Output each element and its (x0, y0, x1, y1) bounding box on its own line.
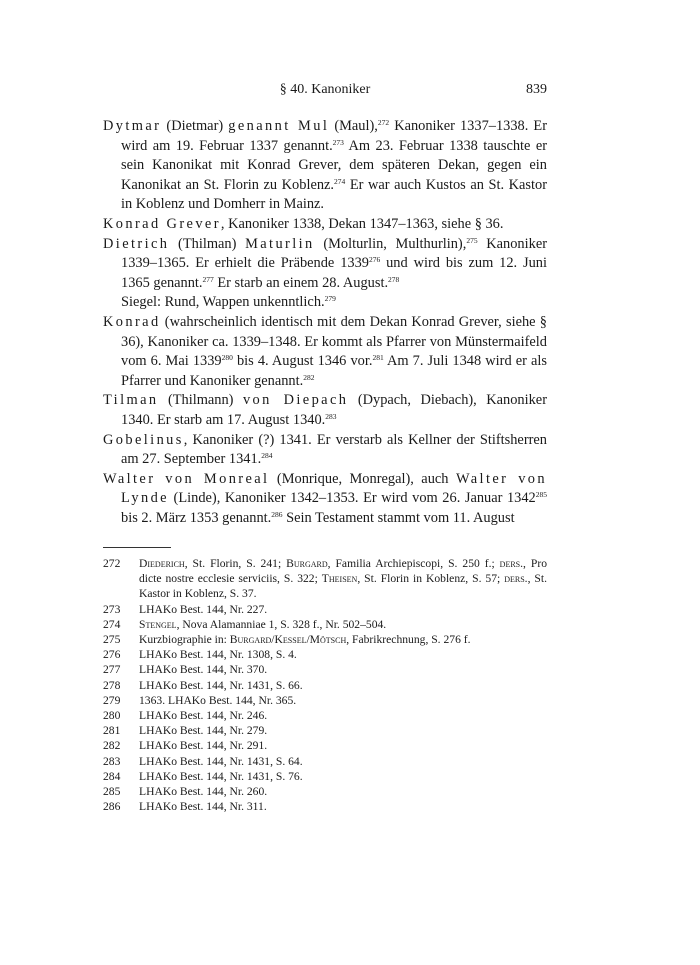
footnote-ref: 279 (324, 294, 336, 304)
footnote (103, 738, 547, 753)
footnote-text (139, 754, 547, 769)
person-name: Walter von Monreal (103, 470, 270, 487)
citation-text: LHAKo Best. 144, Nr. 279. (139, 724, 268, 738)
entry-konrad: Konrad (wahrscheinlich identisch mit dem Dekan Konrad Grever, siehe § 36), Kanoniker ca. 1339–1348. Er kommt als Pfarrer von Münstermaifeld vom 6. Mai 1339$^{280}$ bis 4. August 1346 vor.$^{281}$ Am 7. Juli 1348 wird er als Pfarrer und Kanoniker genannt.$^{282}$ (103, 313, 547, 389)
person-name: Dytmar (103, 118, 162, 134)
citation-text: , St. Florin, S. 241; (184, 557, 287, 570)
footnote-ref: 282 (303, 372, 315, 382)
citation-text: LHAKo Best. 144, Nr. 227. (139, 602, 268, 616)
footnotes (103, 556, 547, 814)
person-byname: von Diepach (242, 392, 349, 409)
footnote-text (139, 632, 547, 647)
footnote-number: 276 (103, 648, 121, 662)
footnote-number: 274 (103, 617, 121, 631)
footnote-ref: 273 (332, 137, 344, 147)
footnote (103, 662, 547, 677)
footnote (103, 617, 547, 632)
page-number: 839 (526, 82, 547, 97)
person-name: Konrad (103, 313, 161, 330)
footnote-number: 277 (103, 663, 121, 677)
citation-text: , Pro dicte nostre ecclesie serviciis, S. 322; (139, 557, 547, 586)
person-name: Gobelinus (103, 431, 184, 448)
person-byname: Maturlin (245, 235, 315, 252)
footnote-text (139, 769, 547, 784)
citation-text: , Familia Archiepiscopi, S. 250 f.; (327, 557, 500, 570)
footnote-ref: 286 (271, 509, 283, 519)
footnote-text (139, 708, 547, 723)
footnote (103, 799, 547, 814)
citation-text: LHAKo Best. 144, Nr. 1308, S. 4. (139, 648, 297, 662)
footnote-ref: 274 (334, 176, 346, 186)
footnote-text (139, 738, 547, 753)
author-name: Theisen (321, 572, 358, 586)
footnote-ref: 275 (466, 235, 478, 245)
footnote-separator (103, 547, 171, 548)
entry-dietrich: Dietrich (Thilman) Maturlin (Molturlin, Multhurlin),$^{275}$ Kanoniker 1339–1365. Er erhielt die Präbende 1339$^{276}$ und wird bis zum 12. Juni 1365 genannt.$^{277}$ Er starb an einem 28. August.$^{278}$ (103, 235, 547, 291)
footnote (103, 647, 547, 662)
entry-konrad-grever: Konrad Grever, Kanoniker 1338, Dekan 1347–1363, siehe § 36. (103, 215, 504, 232)
footnote-text (139, 784, 547, 799)
citation-text: LHAKo Best. 144, Nr. 246. (139, 709, 268, 723)
footnote (103, 708, 547, 723)
footnote-ref: 280 (221, 353, 233, 363)
footnote-number: 272 (103, 557, 121, 570)
footnote (103, 602, 547, 617)
footnote-number: 275 (103, 633, 121, 647)
footnote-text (139, 678, 547, 693)
footnote-number: 273 (103, 602, 121, 616)
footnote-number: 279 (103, 693, 121, 707)
footnote-text (139, 723, 547, 738)
person-name: Dietrich (103, 235, 170, 252)
footnote (103, 632, 547, 647)
person-byname: genannt Mul (228, 118, 330, 134)
entry-gobelinus: Gobelinus, Kanoniker (?) 1341. Er verstarb als Kellner der Stiftsherren am 27. September 1341.$^{284}$ (103, 431, 547, 468)
author-name: ders. (504, 572, 528, 586)
citation-text: LHAKo Best. 144, Nr. 311. (139, 800, 267, 814)
footnote-number: 283 (103, 754, 121, 768)
footnote-number: 284 (103, 769, 121, 783)
running-header (103, 82, 547, 102)
footnote-number: 280 (103, 709, 121, 723)
footnote (103, 678, 547, 693)
main-text (103, 117, 547, 528)
footnote-ref: 285 (535, 490, 547, 500)
footnote-number: 282 (103, 739, 121, 753)
citation-text: LHAKo Best. 144, Nr. 1431, S. 76. (139, 769, 303, 783)
citation-text: , Nova Alamanniae 1, S. 328 f., Nr. 502–504. (176, 617, 387, 631)
footnote-text (139, 662, 547, 677)
person-name: Konrad Grever (103, 215, 221, 232)
footnote (103, 754, 547, 769)
citation-text: LHAKo Best. 144, Nr. 291. (139, 739, 268, 753)
citation-text: LHAKo Best. 144, Nr. 260. (139, 785, 268, 799)
footnote-text (139, 693, 547, 708)
footnote-ref: 277 (202, 274, 214, 284)
running-title: § 40. Kanoniker (279, 82, 371, 97)
footnote-number: 285 (103, 785, 121, 799)
footnote-ref: 283 (325, 411, 337, 421)
footnote-ref: 276 (368, 255, 381, 265)
footnote-number: 281 (103, 724, 121, 738)
person-byname: Walter von Lynde (121, 470, 547, 507)
author-name: Burgard/Kessel/Mötsch (229, 633, 347, 647)
footnote-text (139, 799, 547, 814)
seal-description: Siegel: Rund, Wappen unkenntlich.$^{279}$ (121, 294, 336, 311)
citation-text: , Fabrikrechnung, S. 276 f. (346, 633, 471, 647)
footnote-text (139, 602, 547, 617)
footnote (103, 556, 547, 602)
citation-text: Kurzbiographie in: (139, 633, 230, 647)
footnote-number: 286 (103, 800, 121, 814)
footnote (103, 723, 547, 738)
citation-text: LHAKo Best. 144, Nr. 1431, S. 64. (139, 754, 303, 768)
person-name: Tilman (103, 392, 159, 409)
citation-text: LHAKo Best. 144, Nr. 1431, S. 66. (139, 678, 303, 692)
footnote-ref: 281 (372, 353, 384, 363)
citation-text: LHAKo Best. 144, Nr. 370. (139, 663, 268, 677)
footnote-ref: 272 (377, 118, 390, 127)
footnote-text (139, 556, 547, 602)
footnote-number: 278 (103, 678, 121, 692)
footnote (103, 693, 547, 708)
author-name: Stengel (139, 617, 177, 631)
footnote (103, 784, 547, 799)
footnote-ref: 278 (388, 274, 400, 284)
entry-dytmar: Dytmar (Dietmar) genannt Mul (Maul),$^{272}$ Kanoniker 1337–1338. Er wird am 19. Februar 1337 genannt.$^{273}$ Am 23. Februar 1338 tauschte er sein Kanonikat mit Konrad Grever, dem späteren Dekan, gegen ein Kanonikat an St. Florin zu Koblenz.$^{274}$ Er war auch Kustos an St. Kastor in Koblenz und Domherr in Mainz. (103, 118, 547, 213)
footnote-ref: 284 (261, 451, 273, 461)
footnote-text (139, 617, 547, 632)
author-name: Diederich (139, 557, 185, 570)
citation-text: , St. Florin in Koblenz, S. 57; (357, 572, 505, 586)
citation-text: , St. Kastor in Koblenz, S. 37. (139, 572, 547, 601)
author-name: Burgard (286, 557, 328, 570)
entry-tilman: Tilman (Thilmann) von Diepach (Dypach, Diebach), Kanoniker 1340. Er starb am 17. August 1340.$^{283}$ (103, 392, 547, 428)
entry-walter: Walter von Monreal (Monrique, Monregal), auch Walter von Lynde (Linde), Kanoniker 1342–1353. Er wird vom 26. Januar 1342$^{285}$ bis 2. März 1353 genannt.$^{286}$ Sein Testament stammt vom 11. August (103, 470, 547, 526)
citation-text: 1363. LHAKo Best. 144, Nr. 365. (139, 693, 297, 707)
footnote (103, 769, 547, 784)
footnote-text (139, 647, 547, 662)
author-name: ders. (499, 557, 524, 570)
